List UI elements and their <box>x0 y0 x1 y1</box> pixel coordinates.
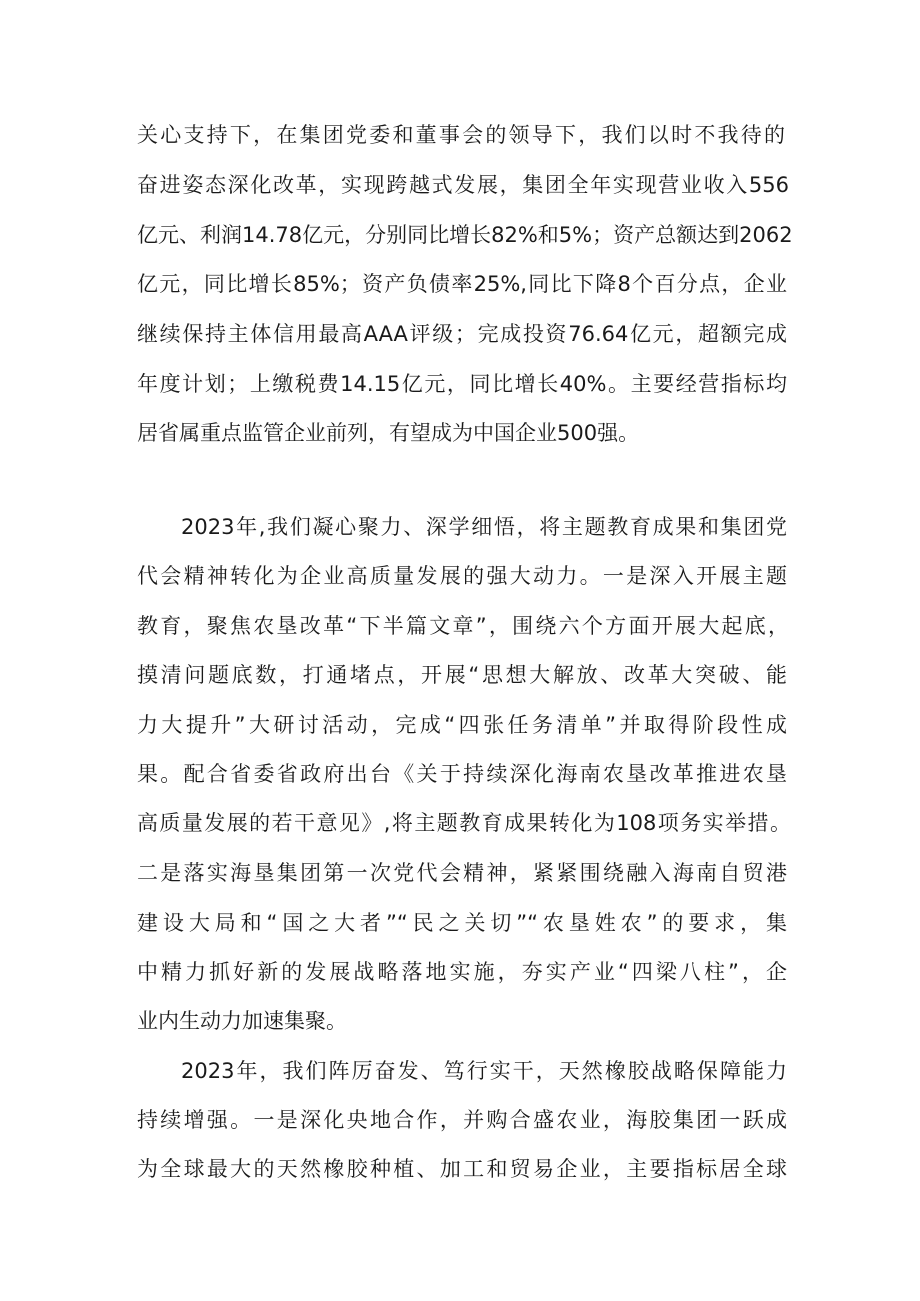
paragraph-2-line-4: 摸清问题底数，打通堵点，开展“思想大解放、改革大突破、能 <box>137 663 787 687</box>
paragraph-2-line-11: 业内生动力加速集聚。 <box>137 1009 347 1033</box>
paragraph-2-line-10: 中精力抓好新的发展战略落地实施，夯实产业“四梁八柱”，企 <box>137 960 787 984</box>
paragraph-3-line-3: 为全球最大的天然橡胶种植、加工和贸易企业，主要指标居全球 <box>137 1157 787 1181</box>
paragraph-1-line-4: 亿元，同比增长85%；资产负债率25%,同比下降8个百分点，企业 <box>137 272 787 296</box>
paragraph-2-line-1: 2023年,我们凝心聚力、深学细悟，将主题教育成果和集团党 <box>181 515 787 539</box>
paragraph-3-line-2: 持续增强。一是深化央地合作，并购合盛农业，海胶集团一跃成 <box>137 1108 787 1132</box>
paragraph-1-line-2: 奋进姿态深化改革，实现跨越式发展，集团全年实现营业收入556 <box>137 173 789 197</box>
paragraph-2-line-6: 果。配合省委省政府出台《关于持续深化海南农垦改革推进农垦 <box>137 762 787 786</box>
paragraph-1-line-5: 继续保持主体信用最高AAA评级；完成投资76.64亿元，超额完成 <box>137 322 787 346</box>
paragraph-3-line-1: 2023年，我们阵厉奋发、笃行实干，天然橡胶战略保障能力 <box>181 1059 787 1083</box>
paragraph-1-line-6: 年度计划；上缴税费14.15亿元，同比增长40%。主要经营指标均 <box>137 372 787 396</box>
paragraph-2-line-9: 建设大局和“国之大者”“民之关切”“农垦姓农”的要求，集 <box>137 911 787 935</box>
paragraph-2-line-5: 力大提升”大研讨活动，完成“四张任务清单”并取得阶段性成 <box>137 713 787 737</box>
paragraph-1-line-3: 亿元、利润14.78亿元，分别同比增长82%和5%；资产总额达到2062 <box>137 223 793 247</box>
paragraph-1-line-1: 关心支持下，在集团党委和董事会的领导下，我们以时不我待的 <box>137 123 785 147</box>
paragraph-2-line-3: 教育，聚焦农垦改革“下半篇文章”，围绕六个方面开展大起底， <box>137 614 789 638</box>
paragraph-2-line-2: 代会精神转化为企业高质量发展的强大动力。一是深入开展主题 <box>137 564 787 588</box>
paragraph-2-line-8: 二是落实海垦集团第一次党代会精神，紧紧围绕融入海南自贸港 <box>137 861 787 885</box>
paragraph-2-line-7: 高质量发展的若干意见》,将主题教育成果转化为108项务实举措。 <box>137 811 791 835</box>
paragraph-1-line-7: 居省属重点监管企业前列，有望成为中国企业500强。 <box>137 421 640 445</box>
